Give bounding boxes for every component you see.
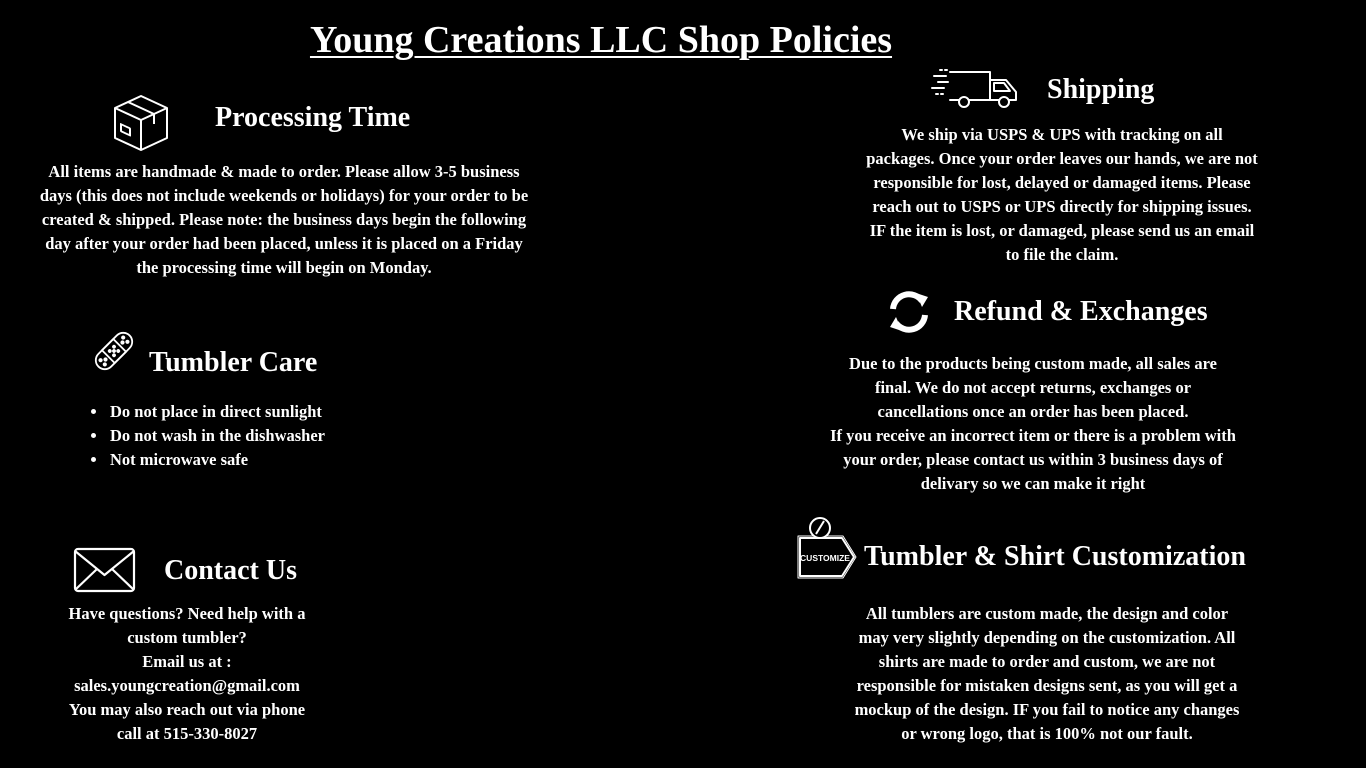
customization-line: may very slightly depending on the customization. All xyxy=(858,628,1236,647)
refund-line: If you receive an incorrect item or there is a problem with xyxy=(830,426,1236,445)
shipping-text xyxy=(842,123,1282,267)
customization-line: All tumblers are custom made, the design and color xyxy=(865,604,1229,623)
processing-text xyxy=(24,160,544,280)
contact-line: Email us at : xyxy=(142,652,232,671)
shipping-heading: Shipping xyxy=(1047,74,1155,105)
customization-line: responsible for mistaken designs sent, as you will get a xyxy=(856,676,1238,695)
customization-text xyxy=(827,602,1267,746)
contact-text xyxy=(37,602,337,746)
refund-heading: Refund & Exchanges xyxy=(954,296,1208,327)
processing-line: created & shipped. Please note: the business days begin the following xyxy=(41,210,527,229)
list-item: • Do not wash in the dishwasher xyxy=(108,424,325,448)
customization-line: mockup of the design. IF you fail to notice any changes xyxy=(854,700,1240,719)
processing-line: day after your order had been placed, unless it is placed on a Friday xyxy=(45,234,523,253)
customization-line: shirts are made to order and custom, we are not xyxy=(878,652,1216,671)
list-item: • Not microwave safe xyxy=(108,448,325,472)
delivery-truck-icon xyxy=(930,66,1020,110)
refund-line: Due to the products being custom made, all sales are xyxy=(849,354,1217,373)
processing-line: days (this does not include weekends or holidays) for your order to be xyxy=(39,186,529,205)
shipping-line: responsible for lost, delayed or damaged items. Please xyxy=(873,173,1251,192)
shipping-line: We ship via USPS & UPS with tracking on all xyxy=(901,125,1223,144)
refund-line: final. We do not accept returns, exchanges or xyxy=(874,378,1192,397)
shipping-line: to file the claim. xyxy=(1005,245,1119,264)
contact-line: Have questions? Need help with a xyxy=(68,604,306,623)
shipping-line: packages. Once your order leaves our hands, we are not xyxy=(866,149,1258,168)
processing-heading: Processing Time xyxy=(215,102,411,133)
care-list xyxy=(88,400,325,472)
customize-tag-icon xyxy=(796,516,858,580)
refund-line: delivary so we can make it right xyxy=(920,474,1146,493)
customization-line: or wrong logo, that is 100% not our fault. xyxy=(901,724,1193,743)
shipping-line: IF the item is lost, or damaged, please send us an email xyxy=(869,221,1255,240)
customize-tag-label: CUSTOMIZE xyxy=(800,553,850,563)
contact-heading: Contact Us xyxy=(164,555,297,586)
refund-text xyxy=(813,352,1253,496)
bandage-icon xyxy=(90,327,138,375)
customization-heading: Tumbler & Shirt Customization xyxy=(864,541,1246,572)
page-title: Young Creations LLC Shop Policies xyxy=(309,19,893,61)
processing-line: the processing time will begin on Monday. xyxy=(136,258,432,277)
envelope-icon xyxy=(73,547,136,593)
refresh-arrows-icon xyxy=(886,289,932,335)
shipping-line: reach out to USPS or UPS directly for shipping issues. xyxy=(872,197,1252,216)
contact-email[interactable]: sales.youngcreation@gmail.com xyxy=(74,676,300,695)
contact-line: custom tumbler? xyxy=(127,628,247,647)
refund-line: cancellations once an order has been placed. xyxy=(877,402,1189,421)
list-item: • Do not place in direct sunlight xyxy=(108,400,325,424)
package-box-icon xyxy=(112,94,170,152)
contact-line: You may also reach out via phone xyxy=(68,700,306,719)
refund-line: your order, please contact us within 3 business days of xyxy=(843,450,1223,469)
care-heading: Tumbler Care xyxy=(149,347,318,378)
processing-line: All items are handmade & made to order. Please allow 3-5 business xyxy=(48,162,520,181)
contact-phone[interactable]: call at 515-330-8027 xyxy=(116,724,258,743)
